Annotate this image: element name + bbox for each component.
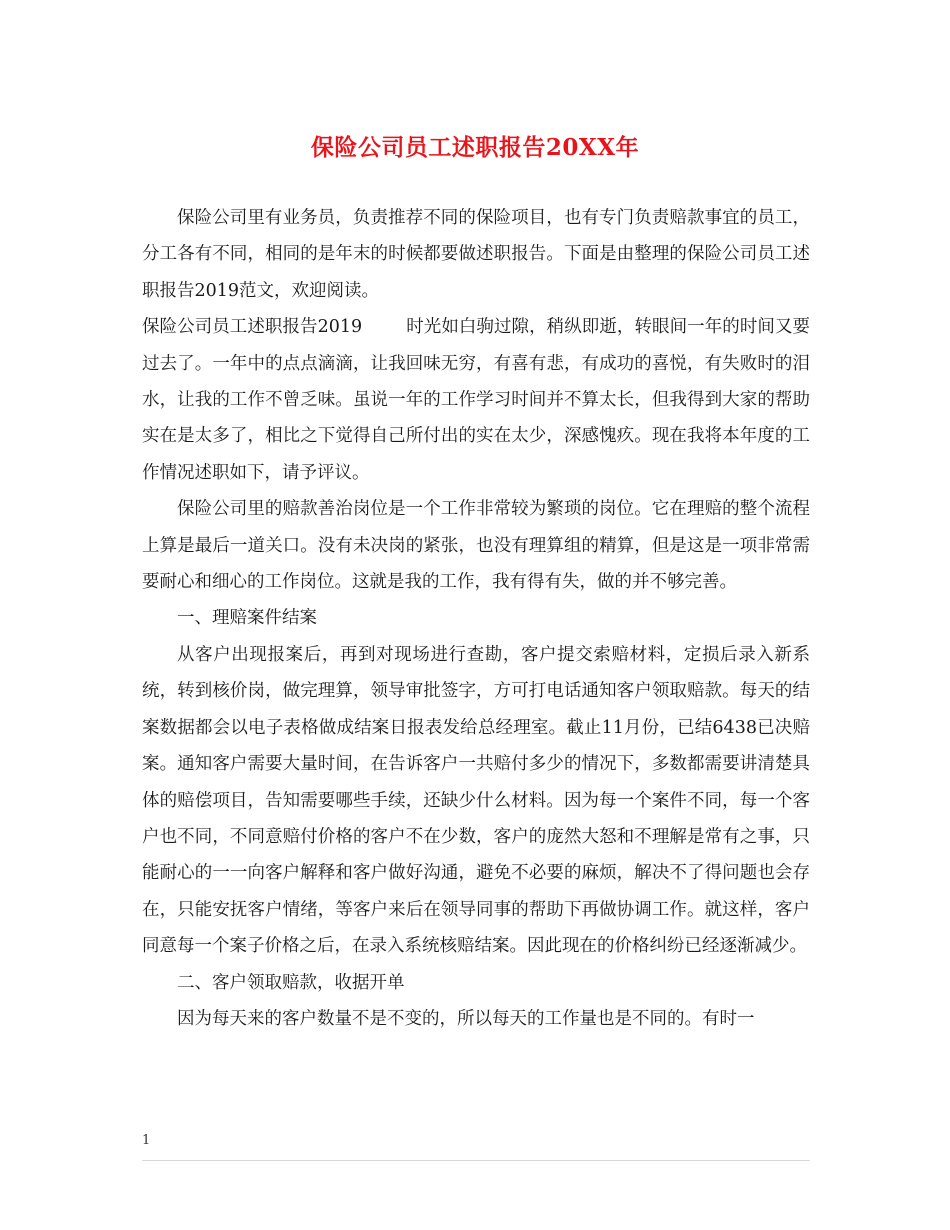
paragraph-position: 保险公司里的赔款善治岗位是一个工作非常较为繁琐的岗位。它在理赔的整个流程上算是最后一道关口。没有未决岗的紧张，也没有理算组的精算，但是这是一项非常需要耐心和细心的工作岗位。这就是我的工作，我有得有失，做的并不够完善。 [142, 499, 810, 593]
paragraph-claims: 从客户出现报案后，再到对现场进行查勘，客户提交索赔材料，定损后录入新系统，转到核价岗，做完理算，领导审批签字，方可打电话通知客户领取赔款。每天的结案数据都会以电子表格做成结案日报表发给总经理室。截止11月份，已结6438已决赔案。通知客户需要大量时间，在告诉客户一共赔付多少的情况下，多数都需要讲清楚具体的赔偿项目，告知需要哪些手续，还缺少什么材料。因为每一个案件不同，每一个客户也不同，不同意赔付价格的客户不在少数，客户的庞然大怒和不理解是常有之事，只能耐心的一一向客户解释和客户做好沟通，避免不必要的麻烦，解决不了得问题也会存在，只能安抚客户情绪，等客户来后在领导同事的帮助下再做协调工作。就这样，客户同意每一个案子价格之后，在录入系统核赔结案。因此现在的价格纠纷已经逐渐减少。 [142, 644, 810, 957]
opening-text: 时光如白驹过隙，稍纵即逝，转眼间一年的时间又要过去了。一年中的点点滴滴，让我回味无穷，有喜有悲，有成功的喜悦，有失败时的泪水，让我的工作不曾乏味。虽说一年的工作学习时间并不算太长，但我得到大家的帮助实在是太多了，相比之下觉得自己所付出的实在太少，深感愧疚。现在我将本年度的工作情况述职如下，请予评议。 [142, 317, 811, 483]
document-title: 保险公司员工述职报告20XX年 [310, 134, 640, 161]
page-number: 1 [142, 1133, 151, 1148]
section-heading-1: 一、理赔案件结案 [177, 608, 317, 629]
paragraph-intro: 保险公司里有业务员，负责推荐不同的保险项目，也有专门负责赔款事宜的员工，分工各有不同，相同的是年末的时候都要做述职报告。下面是由整理的保险公司员工述职报告2019范文，欢迎阅读。 [142, 208, 810, 301]
section-heading-2: 二、客户领取赔款，收据开单 [177, 972, 405, 993]
report-subtitle: 保险公司员工述职报告2019 [142, 317, 363, 338]
document-body [142, 200, 810, 1037]
paragraph-opening [142, 309, 810, 491]
paragraph-payment: 因为每天来的客户数量不是不变的，所以每天的工作量也是不同的。有时一 [177, 1008, 755, 1029]
footer-divider [142, 1160, 810, 1161]
